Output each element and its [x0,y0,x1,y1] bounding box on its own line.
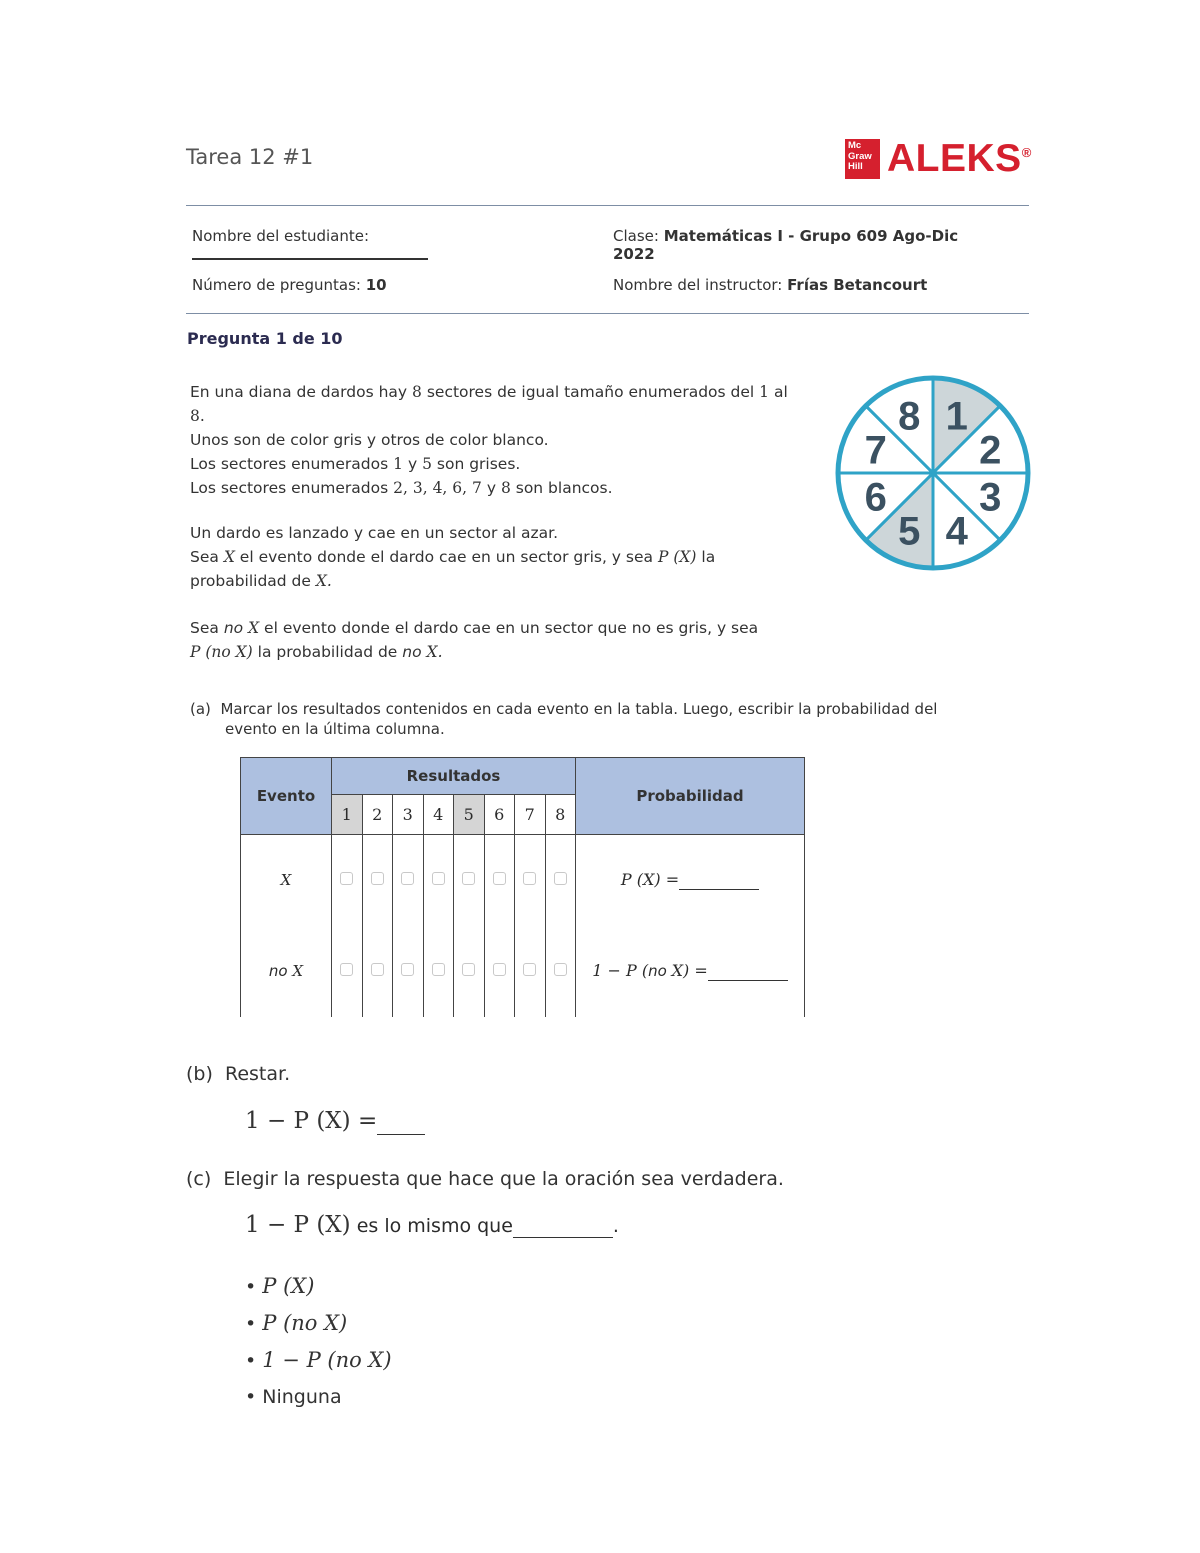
outcome-header-4: 4 [423,795,454,835]
aleks-wordmark: ALEKS [887,137,1022,180]
student-name-label: Nombre del estudiante: [192,227,370,245]
info-divider [186,313,1029,314]
checkbox-no-x-3[interactable] [401,963,414,976]
part-a-instructions: (a) Marcar los resultados contenidos en cada evento en la tabla. Luego, escribir la probabilidad del evento en la última columna. [190,700,938,738]
checkbox-x-3[interactable] [401,872,414,885]
part-b-formula: 1 − P (X) = [245,1108,425,1135]
dartboard-label-2: 2 [979,428,1002,473]
part-c-options [245,1268,392,1415]
prob-x-blank[interactable] [679,871,759,890]
dartboard-label-6: 6 [864,475,887,520]
class-info: Clase: Matemáticas I - Grupo 609 Ago-Dic 2022 [613,227,959,263]
checkbox-no-x-5[interactable] [462,963,475,976]
dartboard-label-4: 4 [945,509,968,554]
mcgraw-hill-logo-mark: Mc Graw Hill [845,139,880,179]
option-ninguna[interactable]: • Ninguna [245,1386,342,1408]
checkbox-no-x-8[interactable] [554,963,567,976]
outcome-header-3: 3 [393,795,424,835]
checkbox-x-1[interactable] [340,872,353,885]
part-b-instructions: (b) Restar. [186,1063,291,1085]
question-paragraph-3: Sea no X el evento donde el dardo cae en un sector que no es gris, y sea P (no X) la probabilidad de no X. [190,619,759,661]
checkbox-x-5[interactable] [462,872,475,885]
option-p-x[interactable]: • P (X) [245,1274,315,1298]
header-resultados: Resultados [332,758,576,795]
header-evento: Evento [241,758,332,835]
outcome-header-5: 5 [454,795,485,835]
checkbox-x-7[interactable] [523,872,536,885]
part-c-answer-blank[interactable] [513,1215,613,1238]
header-probabilidad: Probabilidad [576,758,805,835]
checkbox-no-x-6[interactable] [493,963,506,976]
outcome-header-1: 1 [332,795,363,835]
checkbox-x-4[interactable] [432,872,445,885]
dartboard-label-7: 7 [864,428,887,473]
checkbox-x-8[interactable] [554,872,567,885]
dartboard-diagram [831,371,1035,575]
events-table [240,757,805,1017]
option-1-minus-p-no-x[interactable]: • 1 − P (no X) [245,1348,392,1372]
question-paragraph-2: Un dardo es lanzado y cae en un sector al azar. Sea X el evento donde el dardo cae en un sector gris, y sea P (X) la probabilidad de X. [190,524,716,590]
outcome-header-2: 2 [362,795,393,835]
aleks-logo: Mc Graw Hill ALEKS® [845,139,1032,179]
dartboard-label-1: 1 [945,394,968,439]
part-c-statement: 1 − P (X) es lo mismo que . [245,1212,619,1238]
question-paragraph-1: En una diana de dardos hay 8 sectores de igual tamaño enumerados del 1 al 8. Unos son de color gris y otros de color blanco. Los sectores enumerados 1 y 5 son grises. Los sectores enumerados 2, 3, 4, 6, 7 y 8 son blancos. [190,383,788,497]
checkbox-no-x-4[interactable] [432,963,445,976]
instructor-info: Nombre del instructor: Frías Betancourt [613,276,928,294]
outcome-header-6: 6 [484,795,515,835]
dartboard-label-5: 5 [898,509,921,554]
outcome-header-8: 8 [545,795,576,835]
checkbox-x-2[interactable] [371,872,384,885]
event-no-x-label: no X [241,925,332,1017]
dartboard-label-8: 8 [898,394,921,439]
prob-x-cell: P (X) = [576,835,805,925]
prob-no-x-cell: 1 − P (no X) = [576,925,805,1017]
student-name-blank [192,258,428,260]
outcome-header-7: 7 [515,795,546,835]
header-divider [186,205,1029,206]
event-x-label: X [241,835,332,925]
checkbox-x-6[interactable] [493,872,506,885]
page-title: Tarea 12 #1 [186,145,314,169]
part-c-instructions: (c) Elegir la respuesta que hace que la oración sea verdadera. [186,1168,784,1190]
dartboard-label-3: 3 [979,475,1002,520]
questions-count: Número de preguntas: 10 [192,276,387,294]
checkbox-no-x-1[interactable] [340,963,353,976]
option-p-no-x[interactable]: • P (no X) [245,1311,348,1335]
part-b-answer-blank[interactable] [377,1108,425,1135]
checkbox-no-x-2[interactable] [371,963,384,976]
checkbox-no-x-7[interactable] [523,963,536,976]
prob-no-x-blank[interactable] [708,962,788,981]
question-heading: Pregunta 1 de 10 [187,329,343,348]
